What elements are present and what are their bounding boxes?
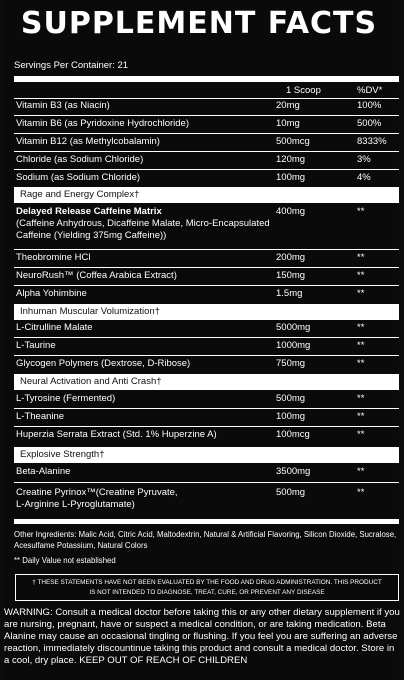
ingredient-row (14, 206, 399, 250)
nutrient-dv: 3% (357, 154, 371, 165)
ingredient-amount: 400mg (276, 206, 306, 217)
ingredient-dv: ** (357, 206, 365, 217)
ingredient-row (14, 393, 399, 409)
nutrient-name: Vitamin B12 (as Methylcobalamin) (16, 136, 160, 147)
ingredient-dv: ** (357, 288, 365, 299)
ingredient-dv: ** (357, 393, 365, 404)
ingredient-dv: ** (357, 411, 365, 422)
nutrient-name: Sodium (as Sodium Chloride) (16, 172, 141, 183)
fda-disclaimer-line1: † THESE STATEMENTS HAVE NOT BEEN EVALUATED BY THE FOOD AND DRUG ADMINISTRATION. THIS PRODUCT (32, 579, 382, 586)
nutrient-amount: 100mg (276, 172, 306, 183)
ingredient-name: L-Taurine (16, 340, 56, 351)
nutrient-dv: 500% (357, 118, 382, 129)
daily-value-header: %DV* (357, 85, 383, 96)
ingredient-name: L-Citrulline Malate (16, 322, 93, 333)
ingredient-row (14, 322, 399, 338)
daily-value-note: ** Daily Value not established (14, 556, 116, 565)
ingredient-row (14, 270, 399, 286)
section-title: Explosive Strength† (20, 449, 105, 460)
ingredient-dv: ** (357, 358, 365, 369)
ingredient-dv: ** (357, 466, 365, 477)
panel-title: SUPPLEMENT FACTS (20, 6, 378, 41)
ingredient-name: Beta-Alanine (16, 466, 71, 477)
ingredient-row (14, 429, 399, 445)
ingredient-amount: 750mg (276, 358, 306, 369)
ingredient-name: Huperzia Serrata Extract (Std. 1% Huperzine A) (16, 429, 217, 440)
supplement-facts-panel (5, 0, 399, 680)
section-header (14, 187, 399, 203)
ingredient-name: L-Tyrosine (Fermented) (16, 393, 116, 404)
ingredient-name (16, 206, 271, 242)
nutrient-dv: 100% (357, 100, 382, 111)
ingredient-dv: ** (357, 487, 365, 498)
ingredient-amount: 1.5mg (276, 288, 303, 299)
nutrient-dv: 4% (357, 172, 371, 183)
ingredient-row (14, 288, 399, 304)
ingredient-amount: 3500mg (276, 466, 311, 477)
ingredient-row (14, 466, 399, 483)
ingredient-name: Glycogen Polymers (Dextrose, D-Ribose) (16, 358, 191, 369)
column-header-row (14, 85, 399, 99)
section-header (14, 304, 399, 320)
ingredient-amount: 5000mg (276, 322, 311, 333)
section-header (14, 447, 399, 463)
other-ingredients: Other Ingredients: Malic Acid, Citric Acid, Maltodextrin, Natural & Artificial Flavoring, Silicon Dioxide, Sucralose, Acesulfame Potassium, Natural Colors (14, 530, 397, 550)
ingredient-title: Delayed Release Caffeine Matrix (16, 206, 162, 217)
ingredient-name (16, 487, 266, 511)
nutrient-dv: 8333% (357, 136, 387, 147)
section-title: Inhuman Muscular Volumization† (20, 306, 160, 317)
top-divider (14, 76, 399, 82)
ingredient-dv: ** (357, 322, 365, 333)
fda-disclaimer (15, 574, 399, 601)
ingredient-dv: ** (357, 252, 365, 263)
nutrient-row (14, 118, 399, 134)
servings-per-container: Servings Per Container: 21 (14, 60, 129, 71)
ingredient-name: L-Theanine (16, 411, 65, 422)
nutrient-row (14, 100, 399, 116)
section-title: Neural Activation and Anti Crash† (20, 376, 162, 387)
nutrient-amount: 500mcg (276, 136, 310, 147)
nutrient-amount: 120mg (276, 154, 306, 165)
ingredient-row (14, 358, 399, 374)
ingredient-name: Alpha Yohimbine (16, 288, 87, 299)
ingredient-row (14, 340, 399, 356)
ingredient-row (14, 411, 399, 427)
section-title: Rage and Energy Complex† (20, 189, 140, 200)
ingredient-amount: 500mg (276, 393, 306, 404)
ingredient-name-line2: L-Arginine L-Pyroglutamate) (16, 499, 135, 510)
nutrient-name: Chloride (as Sodium Chloride) (16, 154, 144, 165)
warning-text: WARNING: Consult a medical doctor before taking this or any other dietary supplement if you are nursing, pregnant, have or suspect a medical condition, or are taking medication. Beta Alanine may cause an occasional tingling or flushing. If you feel you are suffering an adverse reaction, immediately discountinue taking this product and consult a medical doctor. Store in a cool, dry place. KEEP OUT OF REACH OF CHILDREN (4, 607, 400, 666)
ingredient-amount: 1000mg (276, 340, 311, 351)
nutrient-amount: 20mg (276, 100, 300, 111)
ingredient-row (14, 487, 399, 515)
ingredient-name: Theobromine HCl (16, 252, 91, 263)
nutrient-name: Vitamin B3 (as Niacin) (16, 100, 110, 111)
nutrient-amount: 10mg (276, 118, 300, 129)
ingredient-amount: 200mg (276, 252, 306, 263)
serving-size-header: 1 Scoop (286, 85, 321, 96)
ingredient-amount: 100mcg (276, 429, 310, 440)
bottom-divider (14, 519, 399, 524)
ingredient-name: NeuroRush™ (Coffea Arabica Extract) (16, 270, 177, 281)
ingredient-dv: ** (357, 340, 365, 351)
section-header (14, 374, 399, 390)
ingredient-row (14, 252, 399, 268)
nutrient-row (14, 154, 399, 170)
nutrient-name: Vitamin B6 (as Pyridoxine Hydrochloride) (16, 118, 190, 129)
ingredient-amount: 500mg (276, 487, 306, 498)
ingredient-dv: ** (357, 429, 365, 440)
ingredient-dv: ** (357, 270, 365, 281)
nutrient-row (14, 172, 399, 188)
ingredient-detail: (Caffeine Anhydrous, Dicaffeine Malate, Micro-Encapsulated Caffeine (Yielding 375mg Caffeine)) (16, 218, 270, 241)
ingredient-amount: 100mg (276, 411, 306, 422)
nutrient-row (14, 136, 399, 152)
fda-disclaimer-line2: IS NOT INTENDED TO DIAGNOSE, TREAT, CURE, OR PREVENT ANY DISEASE (89, 589, 325, 596)
ingredient-name-line1: Creatine Pyrinox™(Creatine Pyruvate, (16, 487, 178, 498)
ingredient-amount: 150mg (276, 270, 306, 281)
